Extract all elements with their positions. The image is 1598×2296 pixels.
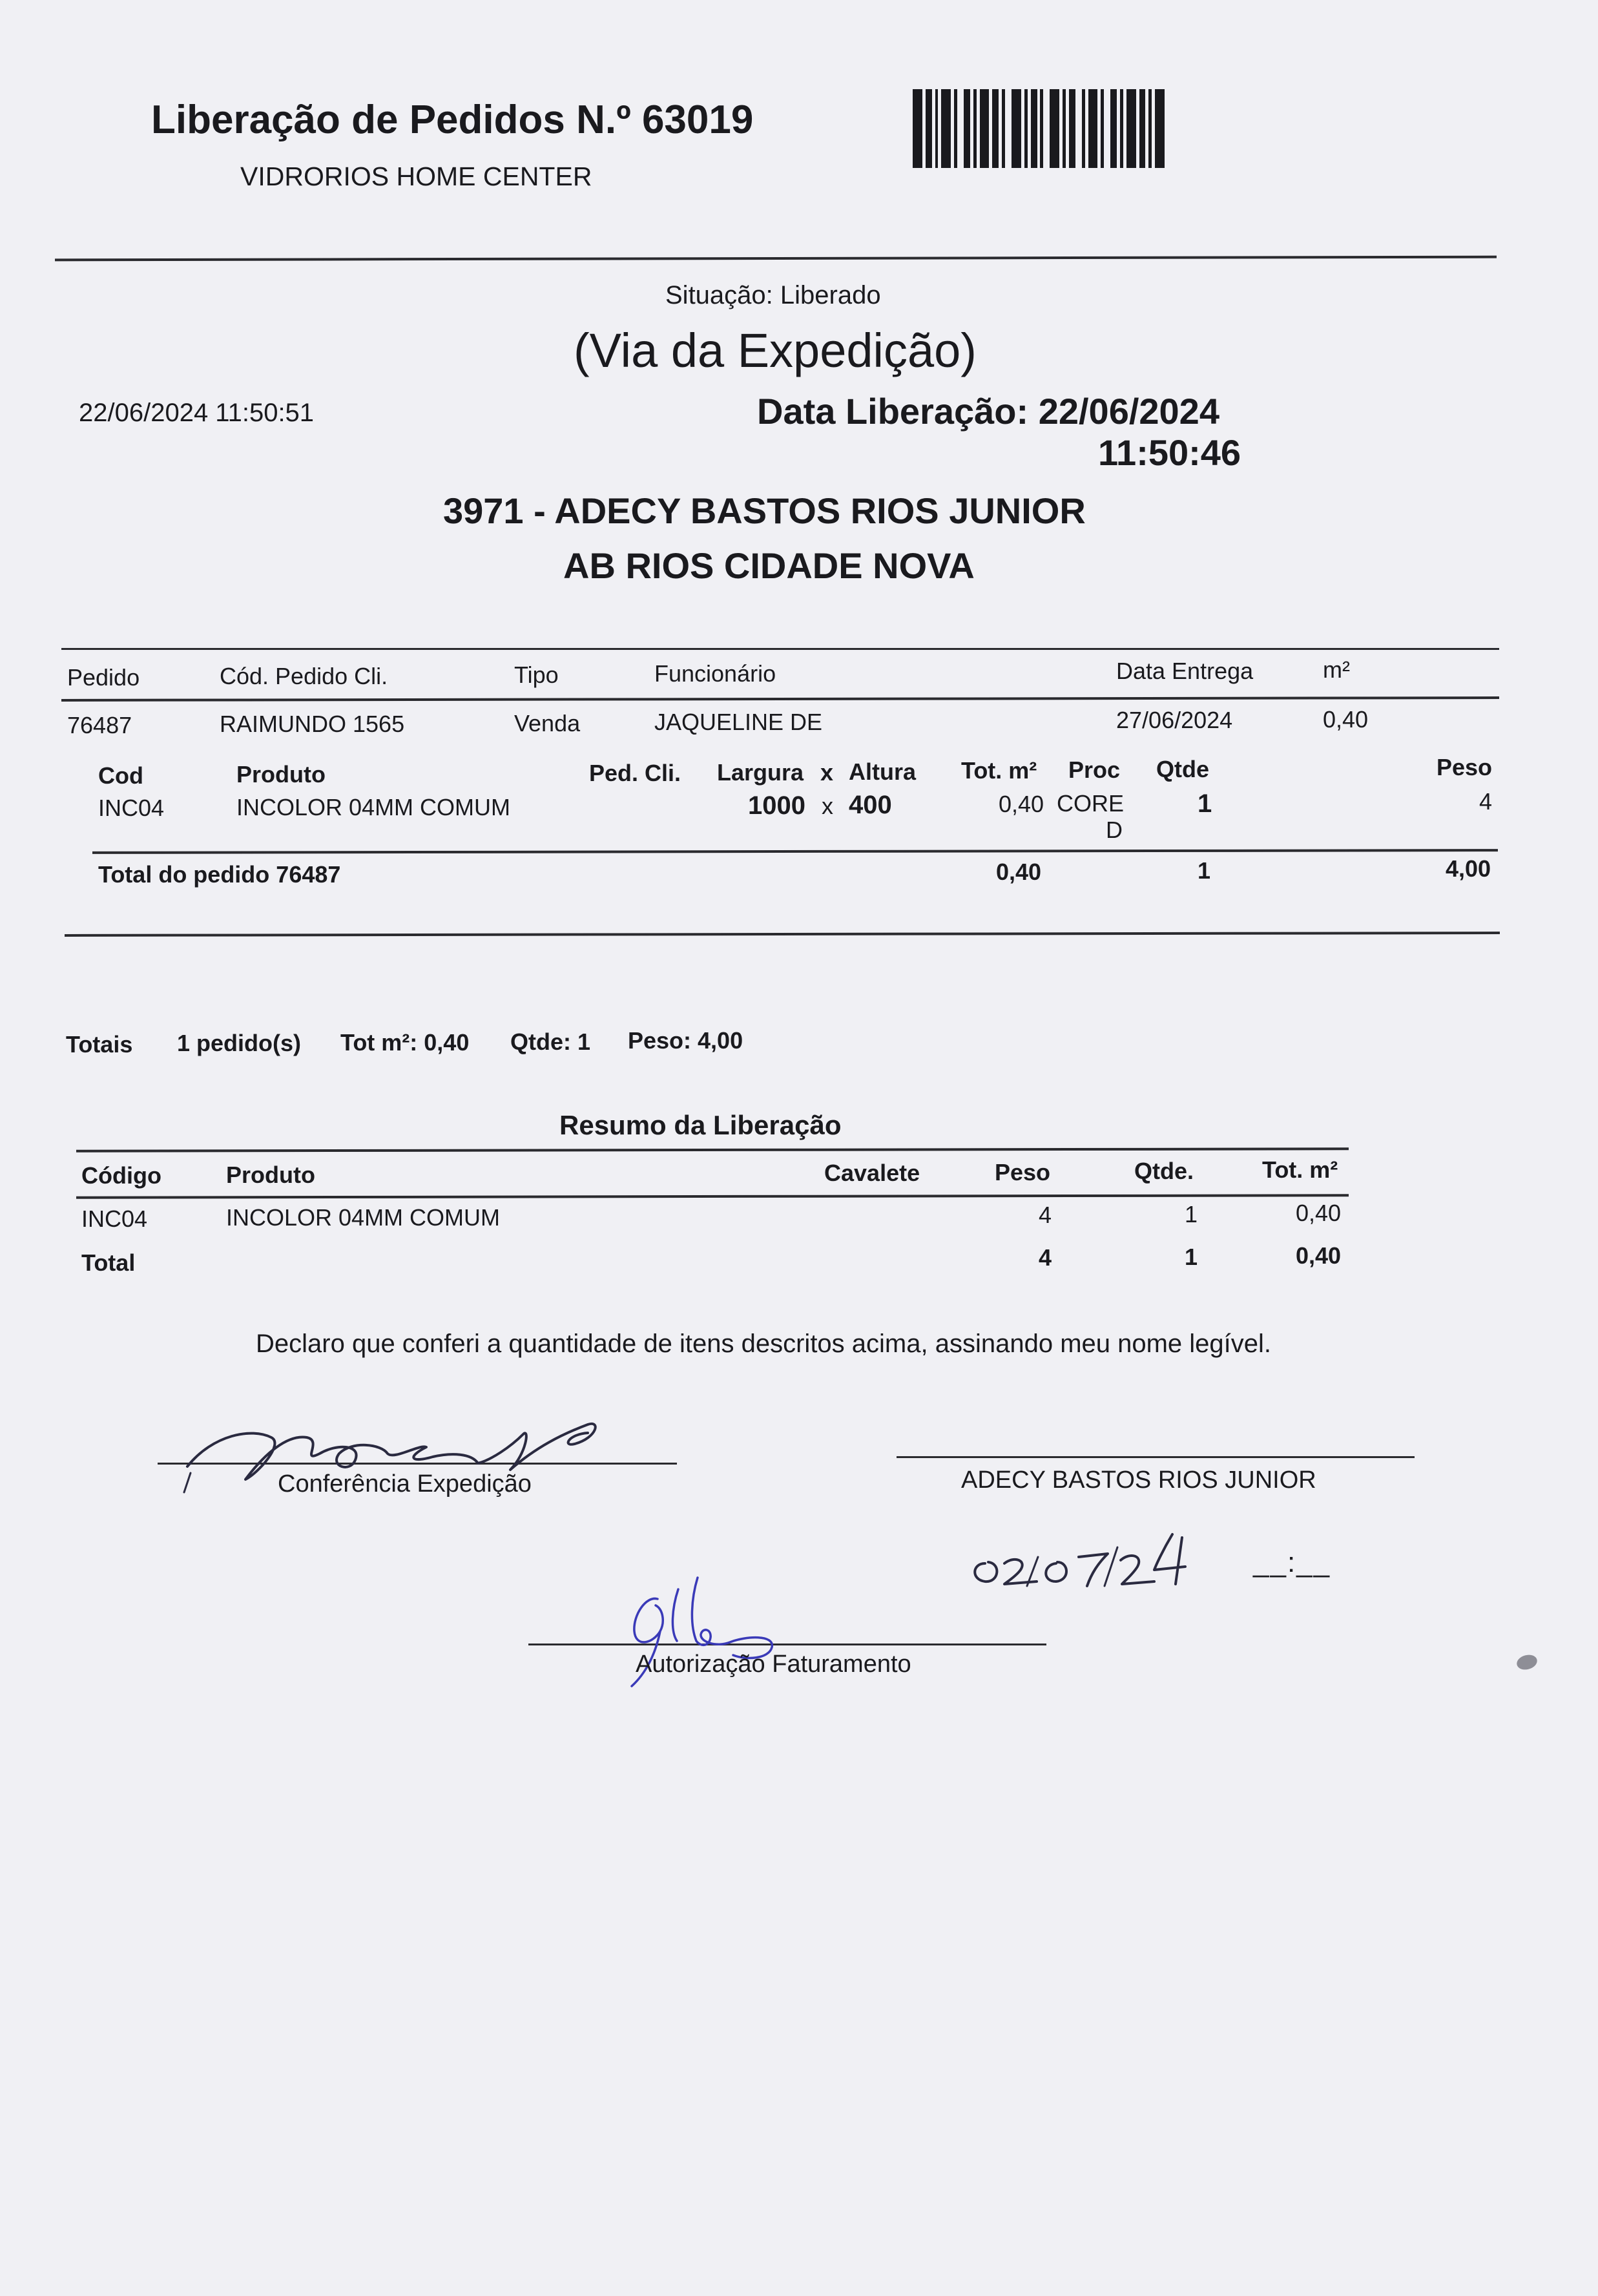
col-header-tipo: Tipo bbox=[514, 662, 559, 688]
summary-header-tot-m2: Tot. m² bbox=[1262, 1156, 1338, 1183]
item-tot-m2: 0,40 bbox=[999, 791, 1044, 817]
item-header-proc: Proc bbox=[1068, 757, 1121, 783]
item-header-altura: Altura bbox=[849, 758, 917, 785]
status-text: Situação: Liberado bbox=[665, 281, 881, 309]
summary-total-label: Total bbox=[81, 1249, 136, 1276]
release-time: 11:50:46 bbox=[1098, 432, 1241, 473]
autorizacao-label: Autorização Faturamento bbox=[636, 1651, 911, 1678]
order-total-label: Total do pedido 76487 bbox=[98, 861, 341, 888]
barcode-bar bbox=[913, 89, 922, 168]
col-header-m2: m² bbox=[1323, 656, 1350, 683]
barcode-bar bbox=[935, 89, 939, 168]
scan-speck bbox=[1515, 1653, 1539, 1672]
barcode-bar bbox=[1082, 89, 1085, 168]
order-cod-pedido-cli: RAIMUNDO 1565 bbox=[220, 711, 405, 737]
item-proc: CORE bbox=[1057, 790, 1125, 817]
barcode-bar bbox=[926, 89, 932, 168]
header-divider bbox=[55, 256, 1497, 262]
col-header-funcionario: Funcionário bbox=[654, 660, 776, 687]
item-header-ped-cli: Ped. Cli. bbox=[589, 760, 681, 786]
barcode-bar bbox=[1110, 89, 1117, 168]
order-total-m2: 0,40 bbox=[996, 859, 1042, 885]
item-header-qtde: Qtde bbox=[1156, 756, 1210, 782]
summary-header-peso: Peso bbox=[995, 1159, 1051, 1185]
summary-row-produto: INCOLOR 04MM COMUM bbox=[226, 1204, 501, 1231]
totals-pedidos: 1 pedido(s) bbox=[177, 1030, 302, 1056]
item-header-x: x bbox=[820, 759, 834, 786]
order-total-qtde: 1 bbox=[1198, 857, 1211, 884]
barcode-bar bbox=[1002, 89, 1005, 168]
summary-total-qtde: 1 bbox=[1185, 1244, 1198, 1270]
signature-line-client bbox=[897, 1456, 1415, 1458]
barcode-bar bbox=[1120, 89, 1123, 168]
declaration-text: Declaro que conferi a quantidade de itens descritos acima, assinando meu nome legível. bbox=[256, 1330, 1272, 1358]
print-timestamp: 22/06/2024 11:50:51 bbox=[79, 399, 315, 427]
order-table-top-rule bbox=[61, 648, 1499, 650]
summary-row-peso: 4 bbox=[1039, 1202, 1052, 1228]
barcode-bar bbox=[1148, 89, 1152, 168]
summary-header-rule bbox=[76, 1194, 1349, 1198]
summary-total-peso: 4 bbox=[1039, 1244, 1052, 1271]
order-table-header-rule bbox=[61, 696, 1499, 702]
conferencia-label: Conferência Expedição bbox=[278, 1470, 532, 1498]
order-data-entrega: 27/06/2024 bbox=[1116, 707, 1233, 733]
summary-row-qtde: 1 bbox=[1185, 1201, 1198, 1227]
col-header-data-entrega: Data Entrega bbox=[1116, 658, 1254, 684]
item-header-tot-m2: Tot. m² bbox=[961, 757, 1037, 784]
client-name: 3971 - ADECY BASTOS RIOS JUNIOR bbox=[443, 490, 1086, 531]
order-funcionario: JAQUELINE DE bbox=[654, 709, 823, 735]
items-total-rule bbox=[92, 849, 1498, 854]
col-header-cod-pedido-cli: Cód. Pedido Cli. bbox=[220, 663, 388, 689]
barcode-bar bbox=[1155, 89, 1165, 168]
summary-title: Resumo da Liberação bbox=[559, 1110, 842, 1140]
item-header-produto: Produto bbox=[236, 761, 326, 788]
summary-header-produto: Produto bbox=[226, 1162, 315, 1188]
time-blank: __:__ bbox=[1253, 1547, 1331, 1578]
client-signature-name: ADECY BASTOS RIOS JUNIOR bbox=[961, 1466, 1316, 1494]
totals-peso: Peso: 4,00 bbox=[628, 1027, 743, 1054]
summary-total-tot-m2: 0,40 bbox=[1296, 1242, 1342, 1269]
order-pedido: 76487 bbox=[67, 712, 132, 738]
document-title: Liberação de Pedidos N.º 63019 bbox=[151, 98, 754, 142]
item-proc-cont: D bbox=[1106, 817, 1123, 843]
order-tipo: Venda bbox=[514, 710, 581, 736]
barcode-bar bbox=[964, 89, 970, 168]
handwritten-date bbox=[966, 1525, 1237, 1596]
summary-header-codigo: Código bbox=[81, 1162, 161, 1189]
order-total-peso: 4,00 bbox=[1446, 855, 1491, 882]
item-altura: 400 bbox=[849, 791, 892, 819]
barcode-bar bbox=[1126, 89, 1136, 168]
barcode-bar bbox=[1031, 89, 1037, 168]
totals-label: Totais bbox=[66, 1031, 133, 1058]
item-cod: INC04 bbox=[98, 795, 165, 821]
item-qtde: 1 bbox=[1198, 789, 1212, 818]
barcode-bar bbox=[973, 89, 977, 168]
company-name: VIDRORIOS HOME CENTER bbox=[240, 162, 592, 191]
barcode-bar bbox=[1024, 89, 1028, 168]
item-largura: 1000 bbox=[748, 791, 805, 820]
col-header-pedido: Pedido bbox=[67, 664, 140, 691]
barcode-bar bbox=[941, 89, 951, 168]
barcode-bar bbox=[1101, 89, 1104, 168]
barcode-bar bbox=[1063, 89, 1066, 168]
item-header-largura: Largura bbox=[717, 759, 804, 786]
item-peso: 4 bbox=[1479, 788, 1493, 815]
release-date: Data Liberação: 22/06/2024 bbox=[757, 391, 1219, 432]
summary-top-rule bbox=[76, 1147, 1349, 1152]
barcode-bar bbox=[992, 89, 999, 168]
summary-header-cavalete: Cavalete bbox=[824, 1160, 920, 1186]
barcode-bar bbox=[1069, 89, 1075, 168]
barcode-bar bbox=[1088, 89, 1098, 168]
barcode-bar bbox=[1012, 89, 1021, 168]
summary-row-codigo: INC04 bbox=[81, 1205, 148, 1232]
totals-tot-m2: Tot m²: 0,40 bbox=[340, 1029, 470, 1056]
item-header-peso: Peso bbox=[1437, 754, 1493, 780]
barcode-bar bbox=[954, 89, 957, 168]
item-header-cod: Cod bbox=[98, 762, 143, 789]
summary-row-tot-m2: 0,40 bbox=[1296, 1200, 1342, 1226]
barcode-bar bbox=[1139, 89, 1146, 168]
barcode-bar bbox=[1050, 89, 1059, 168]
barcode bbox=[913, 89, 1165, 168]
totals-qtde: Qtde: 1 bbox=[510, 1028, 591, 1055]
item-x: x bbox=[822, 793, 833, 819]
client-store: AB RIOS CIDADE NOVA bbox=[563, 545, 975, 586]
copy-label: (Via da Expedição) bbox=[574, 324, 977, 377]
barcode-bar bbox=[1040, 89, 1043, 168]
item-produto: INCOLOR 04MM COMUM bbox=[236, 794, 511, 820]
summary-header-qtde: Qtde. bbox=[1134, 1158, 1194, 1184]
barcode-bar bbox=[980, 89, 990, 168]
order-m2: 0,40 bbox=[1323, 706, 1369, 733]
items-bottom-rule bbox=[65, 932, 1500, 937]
